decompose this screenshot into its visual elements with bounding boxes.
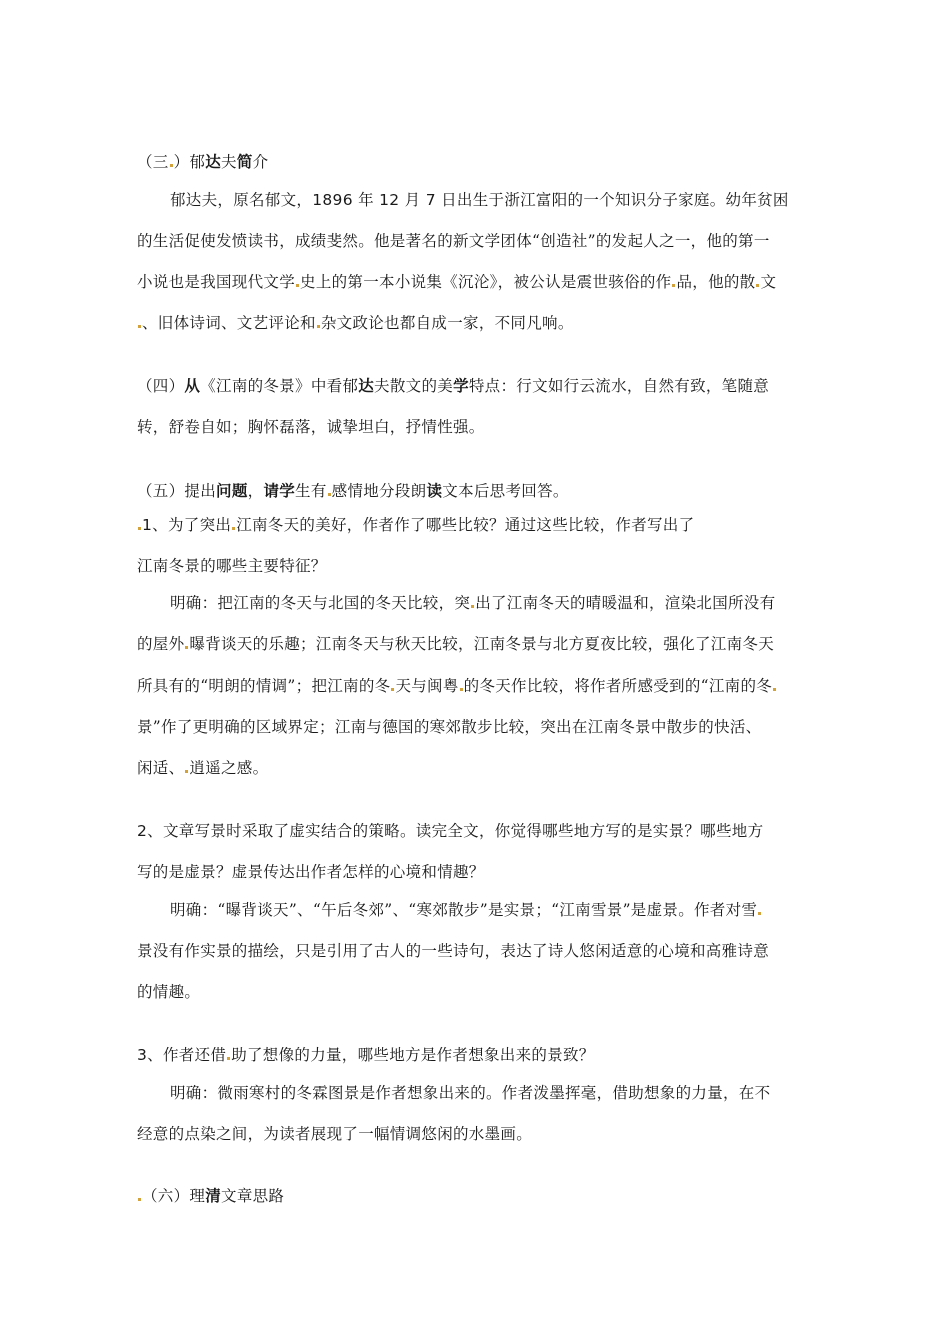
section3-paragraph-line: 小说也是我国现代文学 史上的第一本小说集《沉沦》，被公认是震世骇俗的作 品，他的散 文 <box>137 273 777 291</box>
section6-heading: （六）理清文章思路 <box>137 1186 817 1206</box>
revision-mark <box>138 1198 141 1201</box>
revision-mark <box>391 688 394 691</box>
revision-mark <box>758 912 761 915</box>
revision-mark <box>138 527 141 530</box>
section4-line: 转，舒卷自如；胸怀磊落，诚挚坦白，抒情性强。 <box>137 418 485 436</box>
revision-mark <box>170 164 173 167</box>
revision-mark <box>773 688 776 691</box>
revision-mark <box>185 770 188 773</box>
revision-mark <box>227 1057 230 1060</box>
revision-mark <box>471 605 474 608</box>
revision-mark <box>185 646 188 649</box>
revision-mark <box>296 284 299 287</box>
answer-1-line: 景”作了更明确的区域界定；江南与德国的寒郊散步比较，突出在江南冬景中散步的快活、 <box>137 718 762 736</box>
question-2: 2、文章写景时采取了虚实结合的策略。读完全文，你觉得哪些地方写的是实景？哪些地方 <box>137 822 764 840</box>
answer-3-line: 经意的点染之间，为读者展现了一幅情调悠闲的水墨画。 <box>137 1125 533 1143</box>
section3-heading: （三 ）郁达夫简介 <box>137 153 269 171</box>
question-2-line2: 写的是虚景？虚景传达出作者怎样的心境和情趣？ <box>137 863 485 881</box>
revision-mark <box>460 688 463 691</box>
question-3: 3、作者还借 助了想像的力量，哪些地方是作者想象出来的景致？ <box>137 1046 595 1064</box>
section3-paragraph-line: 、旧体诗词、文艺评论和 杂文政论也都自成一家，不同凡响。 <box>137 313 817 333</box>
answer-1-line: 的屋外 曝背谈天的乐趣；江南冬天与秋天比较，江南冬景与北方夏夜比较，强化了江南冬天 <box>137 635 775 653</box>
section4-line: （四）从《江南的冬景》中看郁达夫散文的美学特点：行文如行云流水，自然有致，笔随意 <box>137 377 770 395</box>
section3-paragraph-line: 郁达夫，原名郁文，1896 年 12 月 7 日出生于浙江富阳的一个知识分子家庭。幼年贫困 <box>170 191 789 209</box>
answer-2-line: 明确：“曝背谈天”、“午后冬郊”、“寒郊散步”是实景；“江南雪景”是虚景。作者对雪 <box>170 900 817 920</box>
answer-2-line: 景没有作实景的描绘，只是引用了古人的一些诗句，表达了诗人悠闲适意的心境和高雅诗意 <box>137 942 770 960</box>
answer-1-line: 所具有的“明朗的情调”；把江南的冬 天与闽粤 的冬天作比较，将作者所感受到的“江南的冬 <box>137 676 817 696</box>
answer-2-line: 的情趣。 <box>137 983 201 1001</box>
answer-3-line: 明确：微雨寒村的冬霖图景是作者想象出来的。作者泼墨挥毫，借助想象的力量，在不 <box>170 1084 771 1102</box>
revision-mark <box>232 527 235 530</box>
question-1-line2: 江南冬景的哪些主要特征？ <box>137 557 327 575</box>
revision-mark <box>328 493 331 496</box>
answer-1-line: 闲适、 逍遥之感。 <box>137 759 269 777</box>
revision-mark <box>317 325 320 328</box>
section3-paragraph-line: 的生活促使发愤读书，成绩斐然。他是著名的新文学团体“创造社”的发起人之一，他的第一 <box>137 232 770 250</box>
question-1: 1、为了突出 江南冬天的美好，作者作了哪些比较？通过这些比较，作者写出了 <box>137 515 817 535</box>
revision-mark <box>138 325 141 328</box>
answer-1-line: 明确：把江南的冬天与北国的冬天比较，突 出了江南冬天的晴暖温和，渲染北国所没有 <box>170 594 776 612</box>
section5-heading: （五）提出问题，请学生有 感情地分段朗读文本后思考回答。 <box>137 482 569 500</box>
